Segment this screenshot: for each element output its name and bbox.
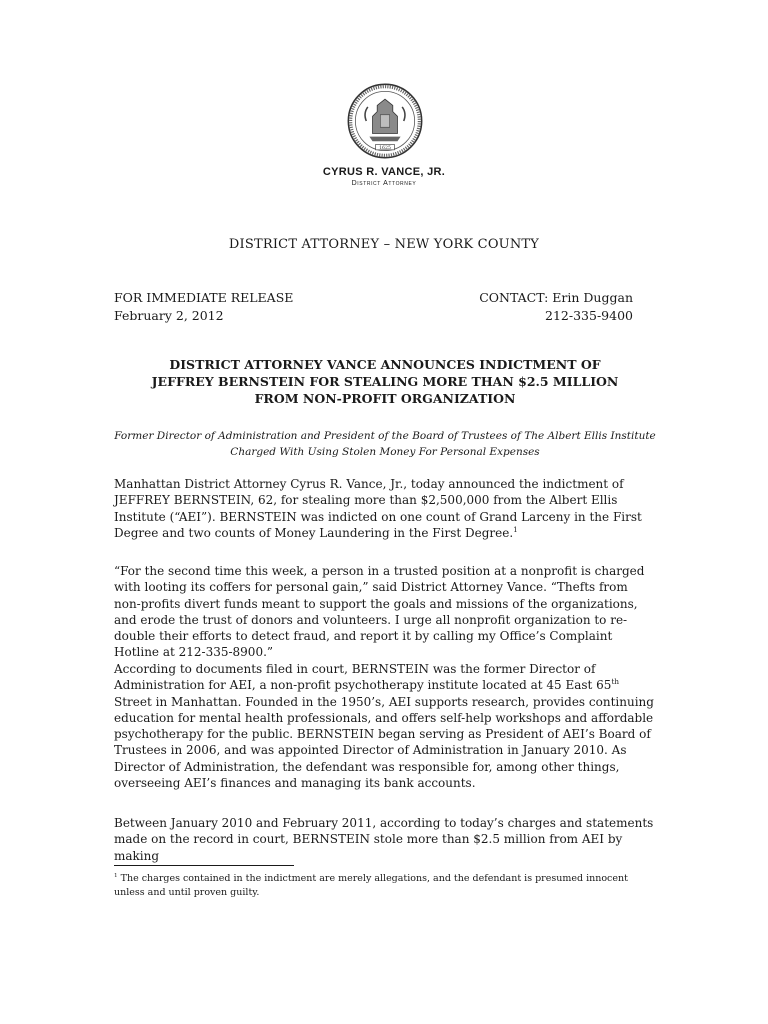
footnote-reference: 1 — [513, 524, 518, 534]
paragraph-2: “For the second time this week, a person in a trusted position at a nonprofit is charged with looting its coffers for personal gain,” said District Attorney Vance. “Thefts from non-profits divert funds meant to support the goals and missions of the organizations, and erode the trust of donors and volunteers. I urge all nonprofit organization to re-double their efforts to detect fraud, and report it by calling my Office’s Complaint Hotline at 212-335-8900.” — [114, 564, 645, 660]
contact-phone: 212-335-9400 — [545, 308, 633, 323]
paragraph-4: Between January 2010 and February 2011, according to today’s charges and statements made on the record in court, BERNSTEIN stole more than $2.5 million from AEI by making — [114, 816, 654, 863]
footnote — [114, 872, 656, 900]
letterhead-name: CYRUS R. VANCE, JR. — [322, 166, 446, 178]
subheadline-line-1: Former Director of Administration and President of the Board of Trustees of The Albert Ellis Institute — [114, 430, 656, 442]
release-row-2 — [114, 308, 633, 323]
footnote-text: The charges contained in the indictment are merely allegations, and the defendant is presumed innocent unless and until proven guilty. — [114, 873, 628, 898]
office-heading: DISTRICT ATTORNEY – NEW YORK COUNTY — [228, 237, 540, 252]
release-row-1 — [114, 290, 633, 305]
new-york-county-seal-icon — [346, 82, 424, 160]
footnote-divider — [114, 865, 294, 866]
contact-name: CONTACT: Erin Duggan — [479, 290, 633, 305]
headline-line-2: JEFFREY BERNSTEIN FOR STEALING MORE THAN $2.5 MILLION — [151, 374, 619, 389]
headline-line-1: DISTRICT ATTORNEY VANCE ANNOUNCES INDICTMENT OF — [169, 357, 601, 372]
paragraph-3-text-a: According to documents filed in court, BERNSTEIN was the former Director of Administration for AEI, a non-profit psychotherapy institute located at 45 East 65 — [114, 662, 612, 693]
footnote-marker: 1 — [114, 872, 118, 879]
ordinal-suffix: th — [611, 677, 619, 687]
letterhead-title-text: District Attorney — [351, 180, 417, 187]
paragraph-3 — [114, 661, 656, 791]
paragraph-3-text-b: Street in Manhattan. Founded in the 1950’s, AEI supports research, provides continuing education for mental health professionals, and offers self-help workshops and affordable psychotherapy for the public. BERNSTEIN began serving as President of AEI’s Board of Trustees in 2006, and was appointed Director of Administration in January 2010. As Director of Administration, the defendant was responsible for, among other things, overseeing AEI’s finances and managing its bank accounts. — [114, 694, 654, 791]
paragraph-1-text: Manhattan District Attorney Cyrus R. Vance, Jr., today announced the indictment of JEFFREY BERNSTEIN, 62, for stealing more than $2,500,000 from the Albert Ellis Institute (“AEI”). BERNSTEIN was indicted on one count of Grand Larceny in the First Degree and two counts of Money Laundering in the First Degree. — [114, 477, 642, 540]
svg-text:1625: 1625 — [379, 146, 391, 152]
headline-line-3: FROM NON-PROFIT ORGANIZATION — [254, 391, 516, 406]
letterhead-title — [0, 180, 768, 187]
subheadline — [114, 428, 656, 460]
headline — [114, 356, 656, 407]
subheadline-line-2: Charged With Using Stolen Money For Personal Expenses — [230, 446, 540, 458]
release-label: FOR IMMEDIATE RELEASE — [114, 290, 294, 305]
paragraph-1 — [114, 476, 656, 541]
release-date: February 2, 2012 — [114, 308, 224, 323]
